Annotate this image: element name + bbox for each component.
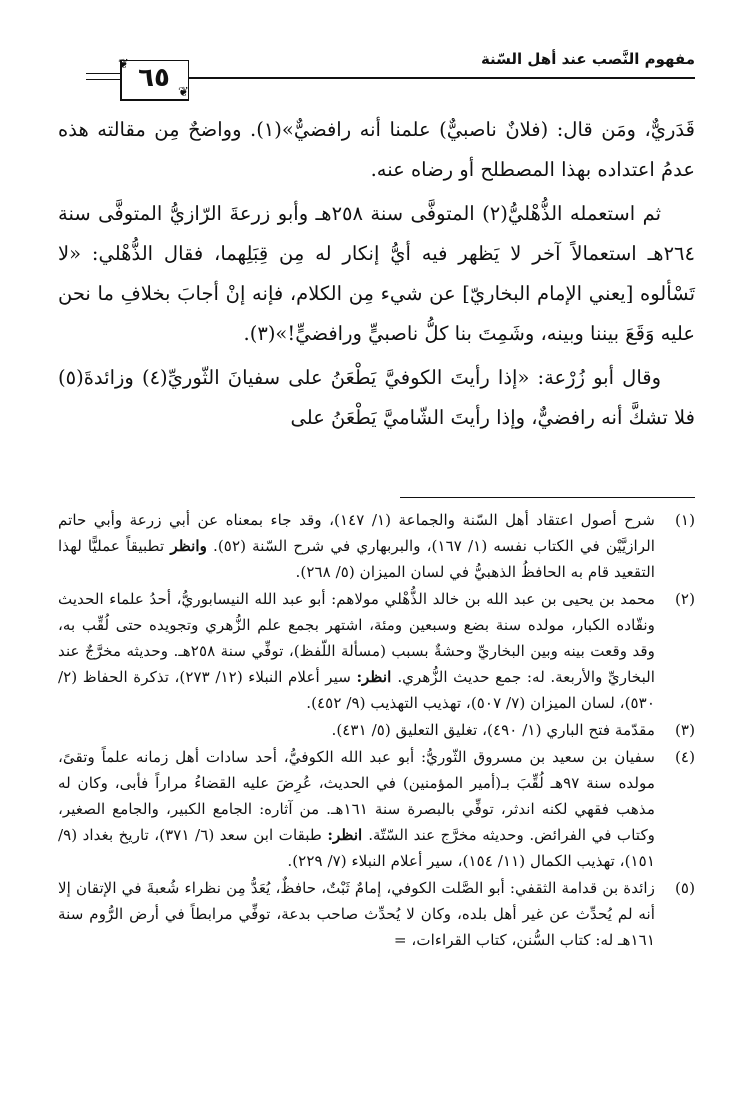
footnotes (58, 507, 695, 954)
footnote-text (58, 507, 655, 585)
footnote-number: (٥) (674, 879, 695, 897)
main-text (58, 110, 695, 442)
footnote-body-cont: طبقات ابن سعد (٦/ ٣٧١)، تاريخ بغداد (٩/ ١٥١)، تهذيب الكمال (١١/ ١٥٤)، سير أعلام النبلاء (٧/ ٢٢٩). (58, 826, 655, 870)
footnote-body: شرح أصول اعتقاد أهل السّنة والجماعة (١/ ١٤٧)، وقد جاء بمعناه عن أبي زرعة وأبي حاتم الرازيَّيْن في الكتاب نفسه (١/ ١٦٧)، والبربهاري في شرح السّنة (٥٢). (58, 511, 655, 555)
footnote-text (58, 744, 655, 874)
footnote-number: (٣) (674, 721, 695, 739)
footnote-bold: وانظر (170, 537, 207, 555)
footnote (58, 717, 695, 743)
paragraph: قَدَريٌّ، ومَن قال: (فلانٌ ناصبيٌّ) علمنا أنه رافضيٌّ»(١). وواضحٌ مِن مقالته هذه عدمُ اعتداده بهذا المصطلح أو رضاه عنه. (58, 118, 695, 181)
footnote-body-cont: تطبيقاً عمليًّا لهذا التقعيد قام به الحافظُ الذهبيُّ في لسان الميزان (٥/ ٢٦٨). (58, 537, 655, 581)
footnote (58, 875, 695, 953)
footnote (58, 586, 695, 716)
footnote-text (58, 586, 655, 716)
ornament-icon: ❦ (118, 57, 129, 72)
footnote-body: سفيان بن سعيد بن مسروق الثّوريُّ: أبو عبد الله الكوفيُّ، أحد سادات أهل زمانه علماً وتقىً، مولده سنة ٩٧هـ لُقِّبَ بـ(أمير المؤمنين) في الحديث، عُرِضَ عليه القضاءُ مراراً فأبى، وكان له مذهب فقهي لكنه اندثر، توفِّي بالبصرة سنة ١٦١هـ. من آثاره: الجامع الكبير، والجامع الصغير، وكتاب في الفرائض. وحديثه مخرَّج عند السّتّة. (58, 748, 656, 844)
header-rule (188, 77, 695, 79)
footnote-separator (400, 497, 695, 498)
footnote-number: (٢) (674, 590, 695, 608)
ornament-icon: ❦ (178, 85, 189, 100)
footnote-bold: انظر: (327, 826, 369, 844)
paragraph: وقال أبو زُرْعة: «إذا رأيتَ الكوفيَّ يَطْعَنُ على سفيانَ الثّوريِّ(٤) وزائدةَ(٥) فلا تشكَّ أنه رافضيٌّ، وإذا رأيتَ الشّاميَّ يَطْعَنُ على (58, 366, 695, 429)
running-title: مفهوم النَّصب عند أهل السّنة (480, 50, 695, 68)
footnote-bold: انظر: (356, 668, 398, 686)
footnote-text (58, 875, 655, 953)
footnote-body: زائدة بن قدامة الثقفي: أبو الصَّلت الكوفي، إمامٌ ثَبْتٌ، حافظٌ، يُعَدُّ مِن نظراء شُعبةَ في الإتقان إلا أنه لم يُحدِّث عن غير أهل بلده، وكان لا يُحدِّث صاحب بدعة، توفِّي مرابطاً في أرض الرُّوم سنة ١٦١هـ له: كتاب السُّنن، كتاب القراءات، = (58, 879, 655, 949)
header-rule-left-top (86, 73, 120, 74)
footnote-body-cont: سير أعلام النبلاء (١٢/ ٢٧٣)، تذكرة الحفاظ (٢/ ٥٣٠)، لسان الميزان (٧/ ٥٠٧)، تهذيب التهذيب (٩/ ٤٥٢). (58, 668, 655, 712)
paragraph: ثم استعمله الذُّهْليُّ(٢) المتوفَّى سنة ٢٥٨هـ وأبو زرعةَ الرّازيُّ المتوفَّى سنة ٢٦٤هـ استعمالاً آخر لا يَظهر فيه أيُّ إنكار له مِن قِبَلِهما، فقال الذُّهْلي: «لا تَسْألوه [يعني الإمام البخاريّ] عن شيء مِن الكلام، فإنه إنْ أجابَ بخلافِ ما نحن عليه وَقَعَ بيننا وبينه، وشَمِتَ بنا كلُّ ناصبيٍّ ورافضيٍّ!»(٣). (58, 202, 695, 345)
footnote-body: مقدّمة فتح الباري (١/ ٤٩٠)، تغليق التعليق (٥/ ٤٣١). (331, 721, 655, 739)
footnote (58, 744, 695, 874)
footnote-number: (٤) (674, 748, 695, 766)
header-rule-left-bottom (86, 79, 120, 80)
footnote-text (58, 717, 655, 743)
footnote-number: (١) (674, 511, 695, 529)
footnote (58, 507, 695, 585)
page-number: ٦٥ (138, 63, 170, 93)
footnote-body: محمد بن يحيى بن عبد الله بن خالد الذُّهْلي مولاهم: أبو عبد الله النيسابوريُّ، أحدُ علماء الحديث ونقّاده الكبار، مولده سنة بضع وسبعين ومئة، اشتهر بجمع علم الزُّهري وتجويده حتى لُقِّب به، وقد وقعت بينه وبين البخاريِّ وحشةٌ بسبب (مسألة اللّفظ)، توفِّي سنة ٢٥٨هـ. وحديثه مخرَّجٌ عند البخاريِّ والأربعة. له: جمع حديث الزُّهري. (58, 590, 656, 686)
